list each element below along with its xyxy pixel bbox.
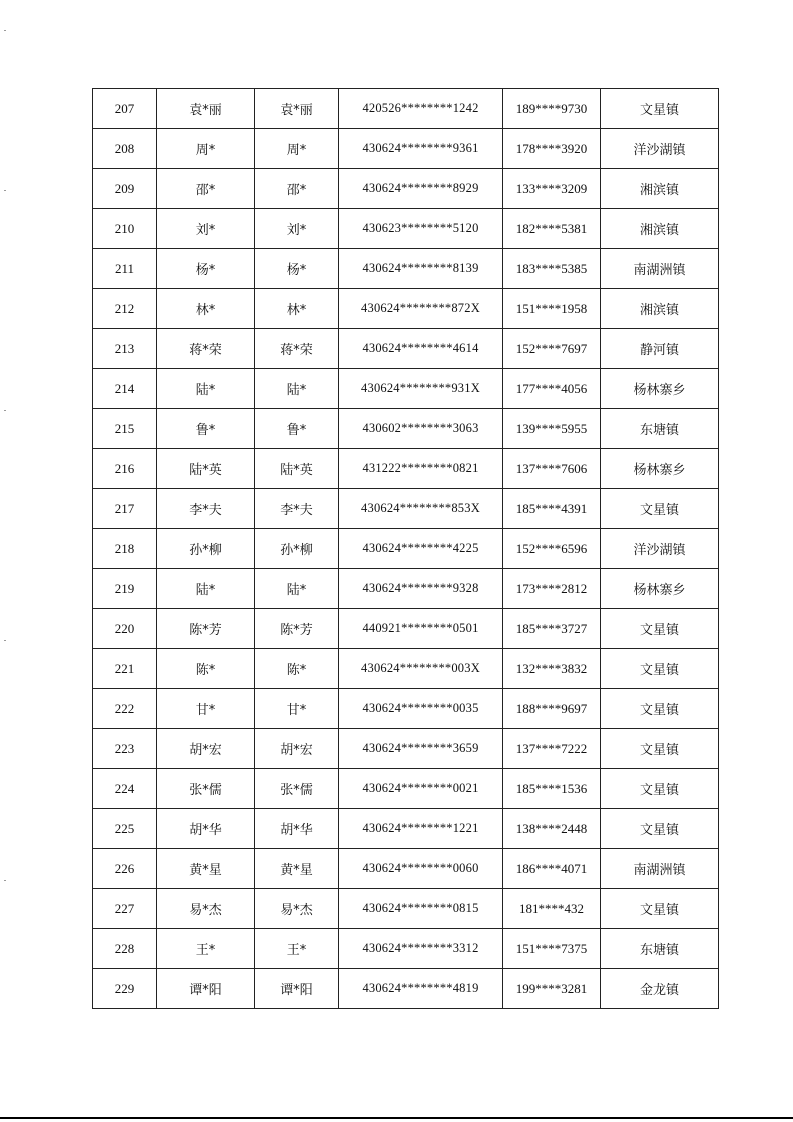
town-cell: 南湖洲镇 xyxy=(601,849,719,889)
id-number-cell: 430623********5120 xyxy=(339,209,503,249)
id-number-cell: 430624********4225 xyxy=(339,529,503,569)
name-confirm-cell: 杨* xyxy=(255,249,339,289)
phone-cell: 151****1958 xyxy=(503,289,601,329)
name-confirm-cell: 袁*丽 xyxy=(255,89,339,129)
id-number-cell: 430624********3659 xyxy=(339,729,503,769)
table-row xyxy=(93,609,719,649)
table-row xyxy=(93,769,719,809)
table-row xyxy=(93,729,719,769)
row-number-cell: 209 xyxy=(93,169,157,209)
phone-cell: 186****4071 xyxy=(503,849,601,889)
town-cell: 文星镇 xyxy=(601,489,719,529)
name-confirm-cell: 李*夫 xyxy=(255,489,339,529)
name-cell: 谭*阳 xyxy=(157,969,255,1009)
id-number-cell: 440921********0501 xyxy=(339,609,503,649)
town-cell: 杨林寨乡 xyxy=(601,369,719,409)
town-cell: 杨林寨乡 xyxy=(601,449,719,489)
phone-cell: 152****6596 xyxy=(503,529,601,569)
name-cell: 李*夫 xyxy=(157,489,255,529)
row-number-cell: 224 xyxy=(93,769,157,809)
scan-margin-mark xyxy=(4,640,6,641)
name-confirm-cell: 易*杰 xyxy=(255,889,339,929)
phone-cell: 182****5381 xyxy=(503,209,601,249)
id-number-cell: 430624********931X xyxy=(339,369,503,409)
town-cell: 杨林寨乡 xyxy=(601,569,719,609)
row-number-cell: 225 xyxy=(93,809,157,849)
page-bottom-rule xyxy=(0,1117,793,1119)
town-cell: 文星镇 xyxy=(601,89,719,129)
name-confirm-cell: 周* xyxy=(255,129,339,169)
id-number-cell: 420526********1242 xyxy=(339,89,503,129)
table-row xyxy=(93,449,719,489)
phone-cell: 177****4056 xyxy=(503,369,601,409)
town-cell: 文星镇 xyxy=(601,889,719,929)
name-confirm-cell: 陆*英 xyxy=(255,449,339,489)
town-cell: 文星镇 xyxy=(601,609,719,649)
table-row xyxy=(93,249,719,289)
town-cell: 南湖洲镇 xyxy=(601,249,719,289)
name-confirm-cell: 王* xyxy=(255,929,339,969)
id-number-cell: 430624********4614 xyxy=(339,329,503,369)
name-cell: 袁*丽 xyxy=(157,89,255,129)
id-number-cell: 430624********1221 xyxy=(339,809,503,849)
town-cell: 湘滨镇 xyxy=(601,169,719,209)
name-confirm-cell: 鲁* xyxy=(255,409,339,449)
name-cell: 易*杰 xyxy=(157,889,255,929)
roster-table xyxy=(92,88,719,1009)
phone-cell: 137****7222 xyxy=(503,729,601,769)
name-confirm-cell: 林* xyxy=(255,289,339,329)
table-row xyxy=(93,929,719,969)
town-cell: 洋沙湖镇 xyxy=(601,129,719,169)
row-number-cell: 216 xyxy=(93,449,157,489)
table-row xyxy=(93,689,719,729)
id-number-cell: 430602********3063 xyxy=(339,409,503,449)
row-number-cell: 218 xyxy=(93,529,157,569)
name-cell: 张*儒 xyxy=(157,769,255,809)
name-confirm-cell: 蒋*荣 xyxy=(255,329,339,369)
row-number-cell: 221 xyxy=(93,649,157,689)
town-cell: 静河镇 xyxy=(601,329,719,369)
row-number-cell: 226 xyxy=(93,849,157,889)
phone-cell: 139****5955 xyxy=(503,409,601,449)
name-confirm-cell: 陈* xyxy=(255,649,339,689)
phone-cell: 132****3832 xyxy=(503,649,601,689)
name-cell: 甘* xyxy=(157,689,255,729)
name-cell: 林* xyxy=(157,289,255,329)
name-cell: 胡*华 xyxy=(157,809,255,849)
id-number-cell: 430624********8139 xyxy=(339,249,503,289)
town-cell: 东塘镇 xyxy=(601,409,719,449)
id-number-cell: 430624********0035 xyxy=(339,689,503,729)
id-number-cell: 430624********0021 xyxy=(339,769,503,809)
town-cell: 文星镇 xyxy=(601,809,719,849)
table-row xyxy=(93,409,719,449)
row-number-cell: 207 xyxy=(93,89,157,129)
name-confirm-cell: 陆* xyxy=(255,369,339,409)
town-cell: 文星镇 xyxy=(601,729,719,769)
name-cell: 黄*星 xyxy=(157,849,255,889)
table-row xyxy=(93,849,719,889)
row-number-cell: 210 xyxy=(93,209,157,249)
phone-cell: 151****7375 xyxy=(503,929,601,969)
table-row xyxy=(93,329,719,369)
row-number-cell: 220 xyxy=(93,609,157,649)
row-number-cell: 228 xyxy=(93,929,157,969)
phone-cell: 185****4391 xyxy=(503,489,601,529)
table-row xyxy=(93,529,719,569)
scan-margin-mark xyxy=(4,880,6,881)
name-confirm-cell: 甘* xyxy=(255,689,339,729)
table-row xyxy=(93,89,719,129)
id-number-cell: 430624********872X xyxy=(339,289,503,329)
name-cell: 周* xyxy=(157,129,255,169)
town-cell: 文星镇 xyxy=(601,769,719,809)
row-number-cell: 229 xyxy=(93,969,157,1009)
name-cell: 王* xyxy=(157,929,255,969)
row-number-cell: 211 xyxy=(93,249,157,289)
town-cell: 东塘镇 xyxy=(601,929,719,969)
phone-cell: 138****2448 xyxy=(503,809,601,849)
phone-cell: 181****432 xyxy=(503,889,601,929)
phone-cell: 188****9697 xyxy=(503,689,601,729)
id-number-cell: 430624********3312 xyxy=(339,929,503,969)
phone-cell: 152****7697 xyxy=(503,329,601,369)
name-confirm-cell: 张*儒 xyxy=(255,769,339,809)
name-cell: 邵* xyxy=(157,169,255,209)
scan-margin-mark xyxy=(4,30,6,31)
id-number-cell: 430624********853X xyxy=(339,489,503,529)
name-confirm-cell: 谭*阳 xyxy=(255,969,339,1009)
name-cell: 蒋*荣 xyxy=(157,329,255,369)
name-confirm-cell: 孙*柳 xyxy=(255,529,339,569)
phone-cell: 199****3281 xyxy=(503,969,601,1009)
scan-margin-mark xyxy=(4,190,6,191)
name-confirm-cell: 陈*芳 xyxy=(255,609,339,649)
name-cell: 胡*宏 xyxy=(157,729,255,769)
row-number-cell: 208 xyxy=(93,129,157,169)
name-cell: 孙*柳 xyxy=(157,529,255,569)
town-cell: 洋沙湖镇 xyxy=(601,529,719,569)
table-row xyxy=(93,169,719,209)
id-number-cell: 430624********0815 xyxy=(339,889,503,929)
row-number-cell: 215 xyxy=(93,409,157,449)
phone-cell: 183****5385 xyxy=(503,249,601,289)
town-cell: 湘滨镇 xyxy=(601,209,719,249)
town-cell: 湘滨镇 xyxy=(601,289,719,329)
row-number-cell: 214 xyxy=(93,369,157,409)
id-number-cell: 430624********9328 xyxy=(339,569,503,609)
phone-cell: 173****2812 xyxy=(503,569,601,609)
name-confirm-cell: 刘* xyxy=(255,209,339,249)
town-cell: 文星镇 xyxy=(601,649,719,689)
phone-cell: 137****7606 xyxy=(503,449,601,489)
row-number-cell: 213 xyxy=(93,329,157,369)
row-number-cell: 217 xyxy=(93,489,157,529)
table-row xyxy=(93,569,719,609)
table-row xyxy=(93,809,719,849)
id-number-cell: 430624********4819 xyxy=(339,969,503,1009)
table-row xyxy=(93,369,719,409)
table-row xyxy=(93,889,719,929)
phone-cell: 133****3209 xyxy=(503,169,601,209)
table-row xyxy=(93,649,719,689)
town-cell: 文星镇 xyxy=(601,689,719,729)
name-confirm-cell: 邵* xyxy=(255,169,339,209)
table-row xyxy=(93,489,719,529)
id-number-cell: 430624********003X xyxy=(339,649,503,689)
row-number-cell: 212 xyxy=(93,289,157,329)
name-confirm-cell: 胡*宏 xyxy=(255,729,339,769)
row-number-cell: 222 xyxy=(93,689,157,729)
table-row xyxy=(93,289,719,329)
name-confirm-cell: 胡*华 xyxy=(255,809,339,849)
roster-table-body xyxy=(93,89,719,1009)
town-cell: 金龙镇 xyxy=(601,969,719,1009)
row-number-cell: 219 xyxy=(93,569,157,609)
table-row xyxy=(93,209,719,249)
id-number-cell: 430624********8929 xyxy=(339,169,503,209)
name-cell: 陈*芳 xyxy=(157,609,255,649)
phone-cell: 189****9730 xyxy=(503,89,601,129)
name-cell: 陆* xyxy=(157,369,255,409)
row-number-cell: 223 xyxy=(93,729,157,769)
id-number-cell: 430624********0060 xyxy=(339,849,503,889)
phone-cell: 185****1536 xyxy=(503,769,601,809)
phone-cell: 178****3920 xyxy=(503,129,601,169)
name-cell: 杨* xyxy=(157,249,255,289)
row-number-cell: 227 xyxy=(93,889,157,929)
name-cell: 陈* xyxy=(157,649,255,689)
scan-margin-mark xyxy=(4,410,6,411)
name-cell: 刘* xyxy=(157,209,255,249)
table-row xyxy=(93,129,719,169)
name-confirm-cell: 陆* xyxy=(255,569,339,609)
name-cell: 陆* xyxy=(157,569,255,609)
phone-cell: 185****3727 xyxy=(503,609,601,649)
id-number-cell: 431222********0821 xyxy=(339,449,503,489)
table-row xyxy=(93,969,719,1009)
name-cell: 鲁* xyxy=(157,409,255,449)
name-cell: 陆*英 xyxy=(157,449,255,489)
id-number-cell: 430624********9361 xyxy=(339,129,503,169)
name-confirm-cell: 黄*星 xyxy=(255,849,339,889)
